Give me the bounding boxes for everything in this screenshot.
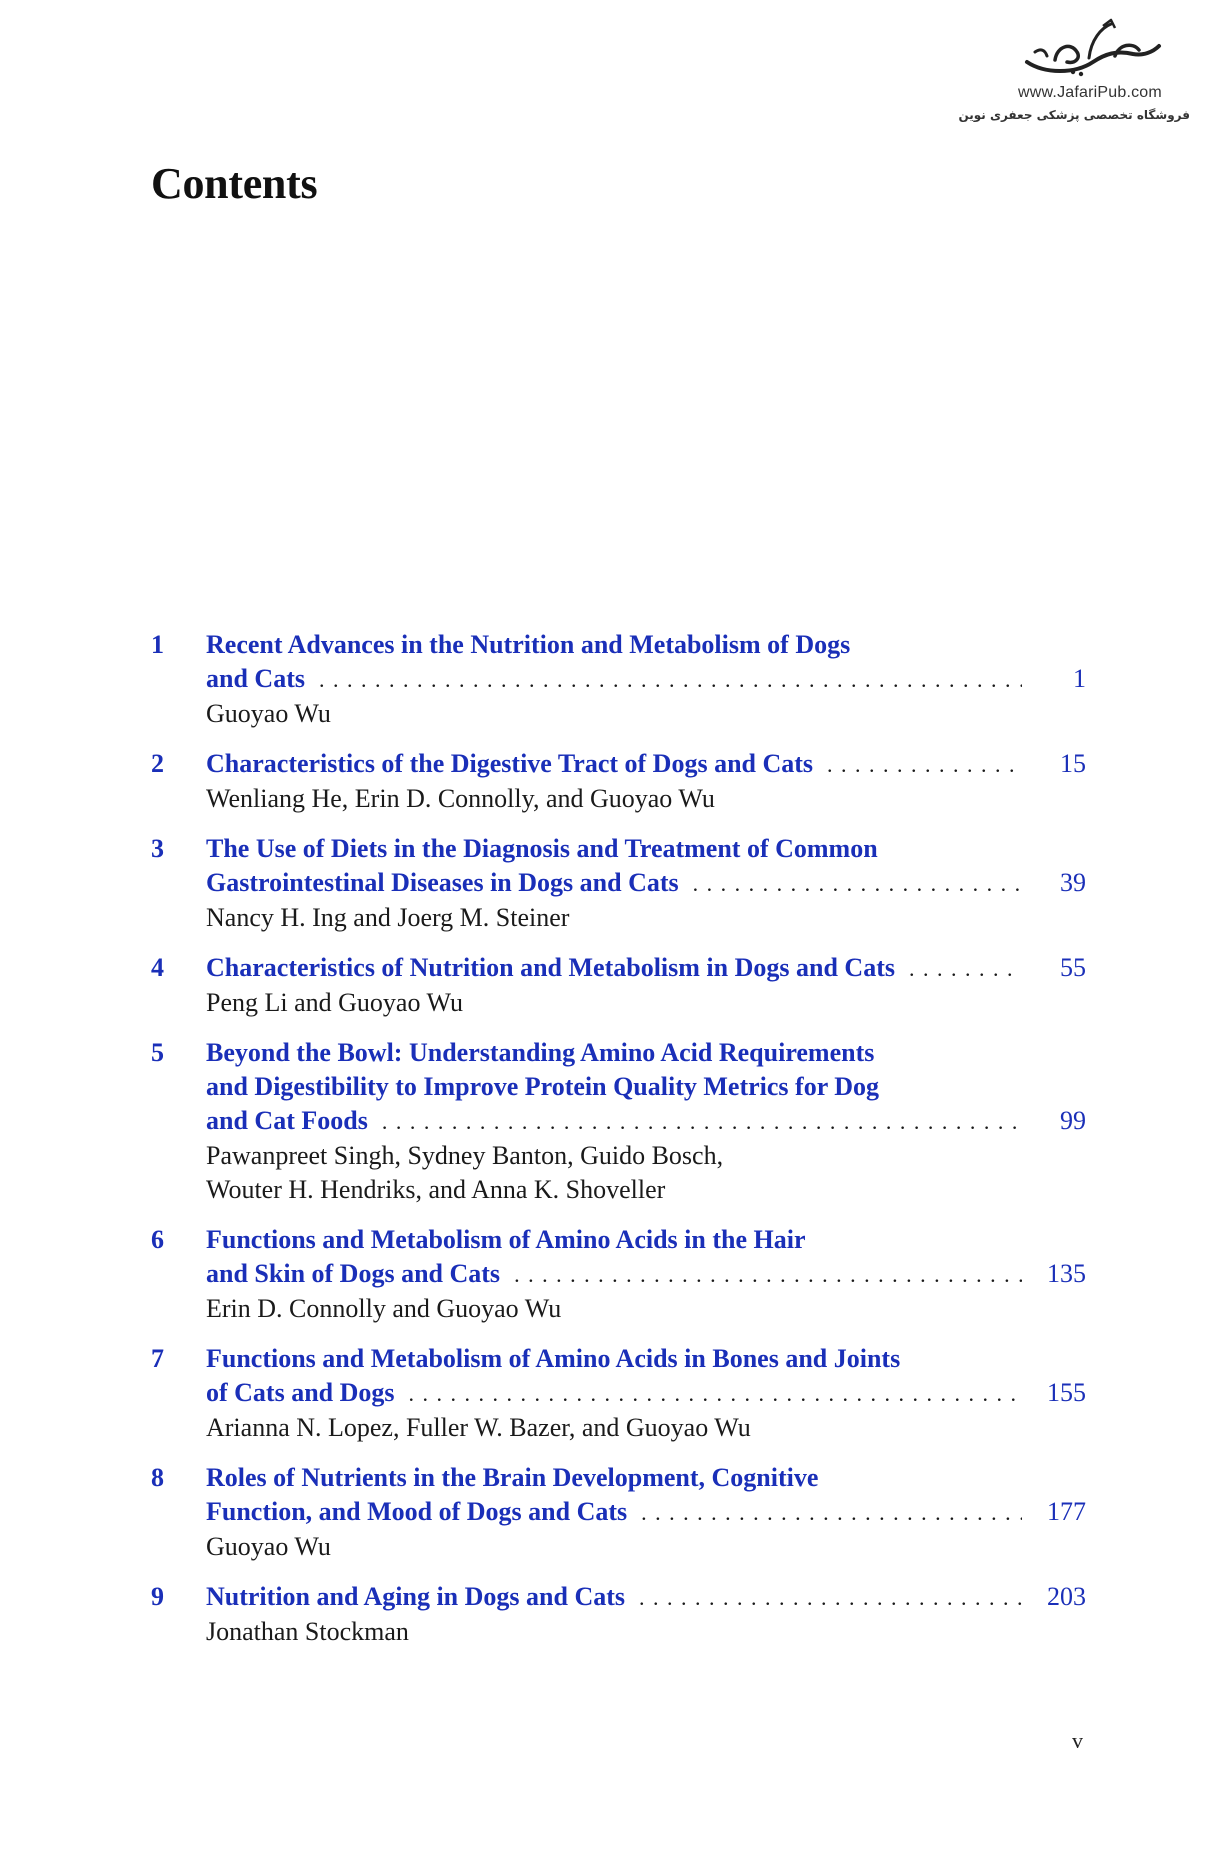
toc-entry (151, 1580, 1086, 1649)
chapter-number: 1 (151, 630, 164, 659)
chapter-title-text: Beyond the Bowl: Understanding Amino Acid Requirements (206, 1038, 875, 1067)
toc-entry (151, 1461, 1086, 1564)
publisher-logo (958, 18, 1190, 122)
chapter-title-link[interactable] (206, 747, 1086, 782)
chapter-authors: Nancy H. Ing and Joerg M. Steiner (206, 903, 570, 932)
page-number: 155 (1047, 1378, 1086, 1407)
chapter-title-line (206, 951, 1086, 986)
page-folio: v (1072, 1728, 1083, 1753)
chapter-title-text: Characteristics of Nutrition and Metabolism in Dogs and Cats (206, 953, 895, 982)
chapter-authors: Guoyao Wu (206, 699, 331, 728)
chapter-title-line (206, 1104, 1086, 1139)
chapter-title-line (206, 628, 1086, 662)
chapter-title-link[interactable] (206, 1223, 1086, 1292)
chapter-title-line (206, 832, 1086, 866)
chapter-title-text: and Cat Foods (206, 1106, 368, 1135)
chapter-number: 2 (151, 749, 164, 778)
chapter-number: 5 (151, 1038, 164, 1067)
dot-leader (514, 1258, 1022, 1292)
chapter-title-line (206, 1342, 1086, 1376)
chapter-title-link[interactable] (206, 832, 1086, 901)
dot-leader (382, 1105, 1022, 1139)
page-number: 177 (1047, 1497, 1086, 1526)
chapter-title-line (206, 1223, 1086, 1257)
dot-leader (409, 1377, 1022, 1411)
chapter-title-link[interactable] (206, 1461, 1086, 1530)
page-number: 15 (1060, 749, 1086, 778)
chapter-authors: Pawanpreet Singh, Sydney Banton, Guido Bosch, (206, 1141, 724, 1170)
dot-leader (641, 1496, 1022, 1530)
page-number: 1 (1073, 664, 1086, 693)
table-of-contents (151, 628, 1086, 1665)
chapter-title-text: of Cats and Dogs (206, 1378, 395, 1407)
page-number: 135 (1047, 1259, 1086, 1288)
chapter-number: 8 (151, 1463, 164, 1492)
chapter-title-text: Recent Advances in the Nutrition and Metabolism of Dogs (206, 630, 851, 659)
dot-leader (693, 867, 1022, 901)
chapter-title-line (206, 1461, 1086, 1495)
chapter-title-line (206, 1495, 1086, 1530)
dot-leader (639, 1581, 1022, 1615)
chapter-number: 6 (151, 1225, 164, 1254)
toc-entry (151, 628, 1086, 731)
toc-entry (151, 1223, 1086, 1326)
chapter-title-link[interactable] (206, 1036, 1086, 1139)
chapter-authors: Wenliang He, Erin D. Connolly, and Guoyao Wu (206, 784, 715, 813)
chapter-authors: Guoyao Wu (206, 1532, 331, 1561)
chapter-title-text: The Use of Diets in the Diagnosis and Treatment of Common (206, 834, 878, 863)
chapter-title-line (206, 1580, 1086, 1615)
chapter-title-link[interactable] (206, 1342, 1086, 1411)
publisher-url: www.JafariPub.com (1018, 84, 1162, 101)
chapter-title-link[interactable] (206, 1580, 1086, 1615)
toc-entry (151, 1036, 1086, 1207)
toc-entry (151, 832, 1086, 935)
chapter-number: 9 (151, 1582, 164, 1611)
chapter-authors: Jonathan Stockman (206, 1617, 409, 1646)
chapter-title-text: Function, and Mood of Dogs and Cats (206, 1497, 628, 1526)
dot-leader (909, 952, 1022, 986)
chapter-title-line (206, 662, 1086, 697)
chapter-title-text: and Digestibility to Improve Protein Quality Metrics for Dog (206, 1072, 880, 1101)
page-title: Contents (151, 159, 318, 208)
page-number: 39 (1060, 868, 1086, 897)
chapter-title-line (206, 1257, 1086, 1292)
calligraphic-logo-icon (1015, 18, 1165, 82)
page-number: 55 (1060, 953, 1086, 982)
chapter-authors: Peng Li and Guoyao Wu (206, 988, 463, 1017)
chapter-number: 3 (151, 834, 164, 863)
page-number: 203 (1047, 1582, 1086, 1611)
dot-leader (827, 748, 1022, 782)
toc-entry (151, 747, 1086, 816)
page-number: 99 (1060, 1106, 1086, 1135)
publisher-tagline: فروشگاه تخصصی پزشکی جعفری نوین (958, 108, 1190, 122)
chapter-title-link[interactable] (206, 628, 1086, 697)
chapter-title-link[interactable] (206, 951, 1086, 986)
toc-entry (151, 951, 1086, 1020)
chapter-title-line (206, 1036, 1086, 1070)
dot-leader (319, 663, 1022, 697)
chapter-title-text: and Cats (206, 664, 305, 693)
chapter-title-line (206, 1070, 1086, 1104)
chapter-authors: Arianna N. Lopez, Fuller W. Bazer, and Guoyao Wu (206, 1413, 751, 1442)
chapter-number: 7 (151, 1344, 164, 1373)
chapter-title-text: Roles of Nutrients in the Brain Development, Cognitive (206, 1463, 819, 1492)
chapter-title-line (206, 1376, 1086, 1411)
chapter-title-text: Gastrointestinal Diseases in Dogs and Cats (206, 868, 679, 897)
chapter-title-text: Functions and Metabolism of Amino Acids in Bones and Joints (206, 1344, 901, 1373)
chapter-title-text: Nutrition and Aging in Dogs and Cats (206, 1582, 625, 1611)
chapter-number: 4 (151, 953, 164, 982)
chapter-title-line (206, 747, 1086, 782)
chapter-authors: Wouter H. Hendriks, and Anna K. Shoveller (206, 1175, 666, 1204)
chapter-title-text: Characteristics of the Digestive Tract of Dogs and Cats (206, 749, 814, 778)
chapter-title-line (206, 866, 1086, 901)
toc-entry (151, 1342, 1086, 1445)
chapter-title-text: and Skin of Dogs and Cats (206, 1259, 501, 1288)
chapter-title-text: Functions and Metabolism of Amino Acids in the Hair (206, 1225, 806, 1254)
chapter-authors: Erin D. Connolly and Guoyao Wu (206, 1294, 562, 1323)
